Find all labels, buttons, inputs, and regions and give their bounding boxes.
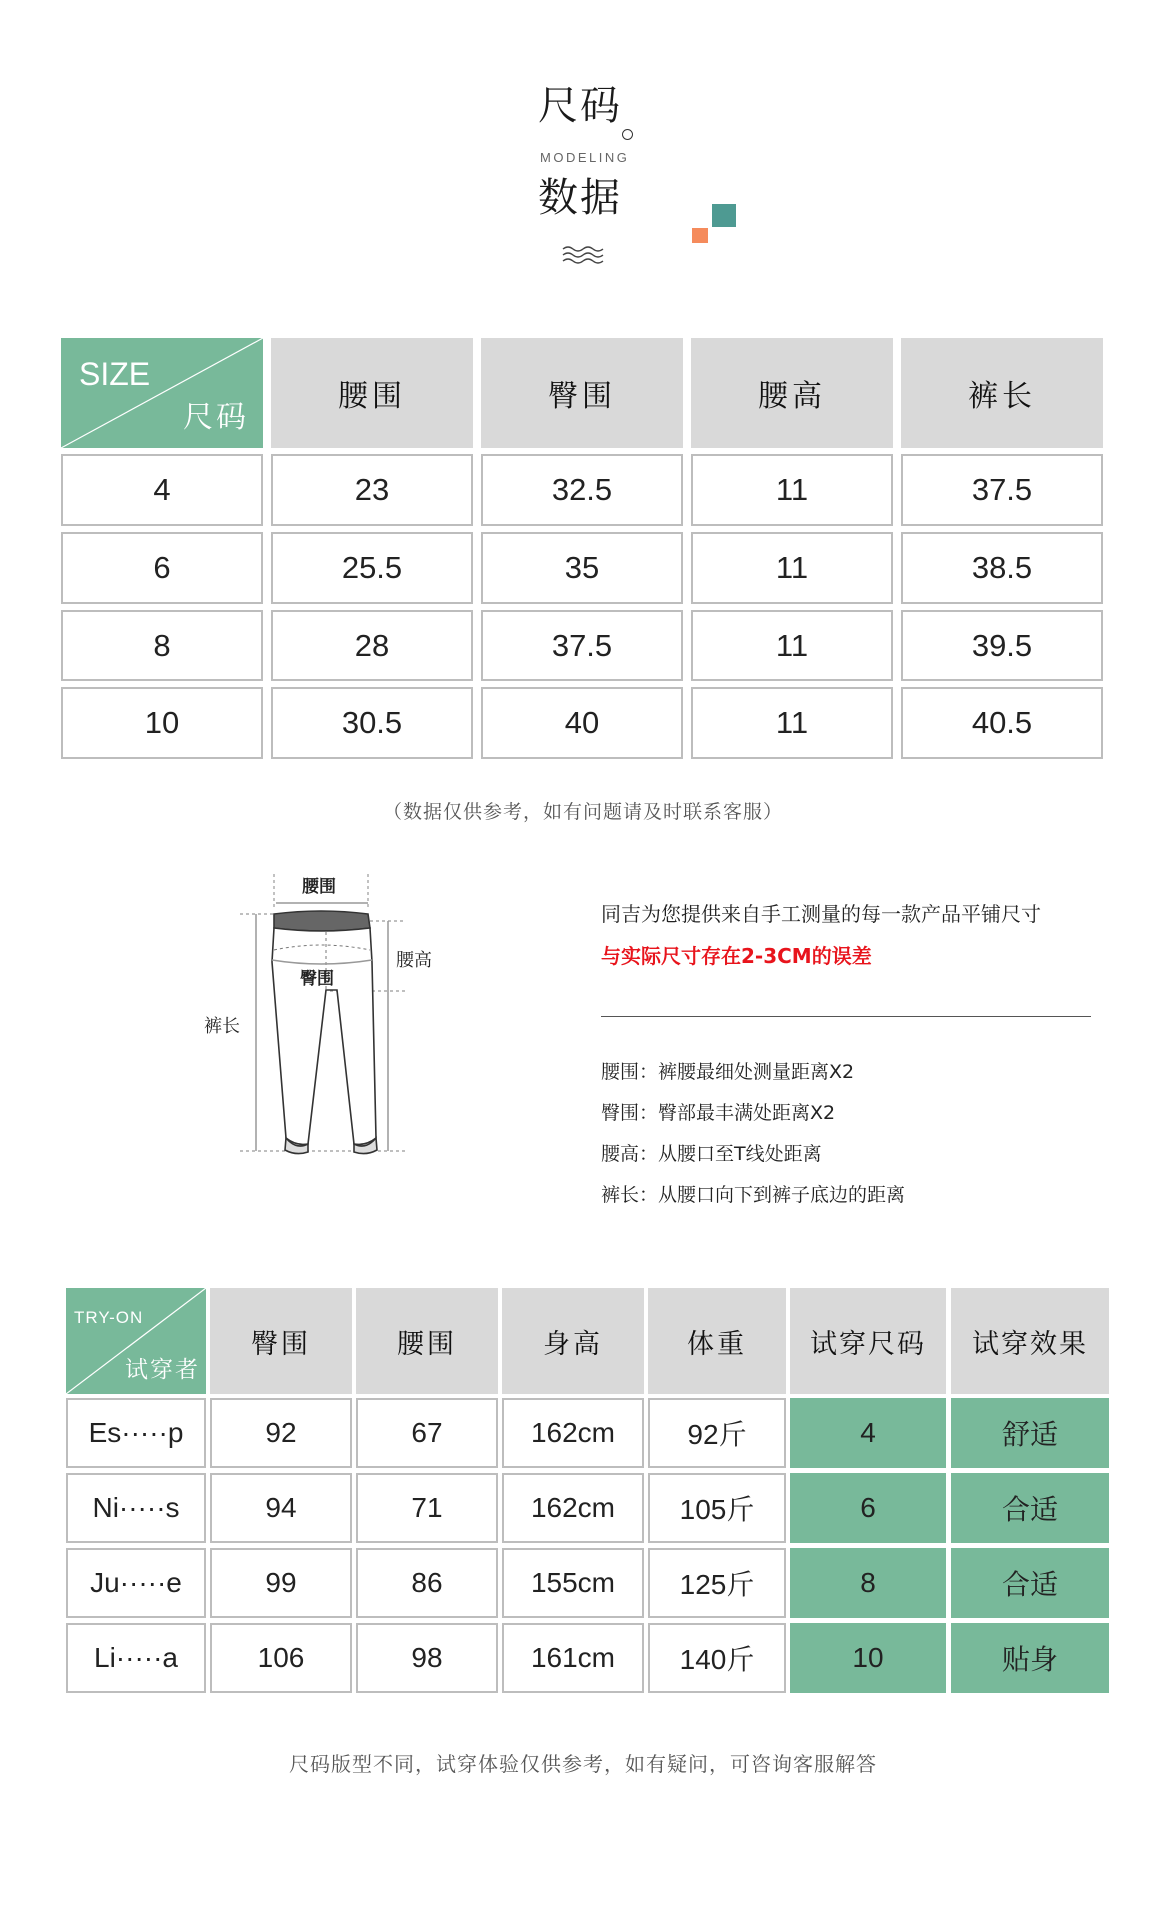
measure-item-length xyxy=(601,1180,905,1207)
table-cell: 37.5 xyxy=(481,610,683,681)
teal-square-decoration xyxy=(712,204,736,227)
measure-item-waist xyxy=(601,1057,854,1084)
measure-item-label: 裤长： xyxy=(601,1184,659,1206)
table-cell: 99 xyxy=(210,1548,352,1618)
measure-item-text: 从腰口向下到裤子底边的距离 xyxy=(658,1184,906,1206)
tester-name: Es·····p xyxy=(66,1398,206,1468)
title-top: 尺码 xyxy=(538,83,622,129)
corner-label-cn: 试穿者 xyxy=(125,1357,200,1383)
measure-item-label: 腰高： xyxy=(601,1143,659,1165)
table-cell: 11 xyxy=(691,687,893,759)
diagram-label-waist: 腰围 xyxy=(302,877,336,897)
measure-warning: 与实际尺寸存在2-3CM的误差 xyxy=(601,944,872,968)
table-cell: 40.5 xyxy=(901,687,1103,759)
table-cell: 94 xyxy=(210,1473,352,1543)
measure-item-rise xyxy=(601,1139,822,1166)
size-cell: 6 xyxy=(61,532,263,604)
tester-name: Ni·····s xyxy=(66,1473,206,1543)
column-header-waist: 腰围 xyxy=(356,1288,498,1394)
size-cell: 4 xyxy=(61,454,263,526)
tester-name: Li·····a xyxy=(66,1623,206,1693)
title-bottom: 数据 xyxy=(538,175,622,221)
tryon-fit-cell: 贴身 xyxy=(951,1623,1109,1693)
table-cell: 92斤 xyxy=(648,1398,786,1468)
corner-label-cn: 尺码 xyxy=(183,400,249,435)
tryon-size-cell: 8 xyxy=(790,1548,946,1618)
diagram-label-hip: 臀围 xyxy=(300,969,334,989)
tryon-fit-cell: 合适 xyxy=(951,1548,1109,1618)
table-cell: 23 xyxy=(271,454,473,526)
corner-label-en: TRY-ON xyxy=(74,1308,144,1327)
tester-name: Ju·····e xyxy=(66,1548,206,1618)
table-cell: 71 xyxy=(356,1473,498,1543)
column-header-hip: 臀围 xyxy=(481,338,683,448)
measure-intro: 同吉为您提供来自手工测量的每一款产品平铺尺寸 xyxy=(601,902,1041,926)
table-cell: 11 xyxy=(691,610,893,681)
table-cell: 39.5 xyxy=(901,610,1103,681)
tryon-table-corner xyxy=(66,1288,206,1394)
subtitle-modeling: MODELING xyxy=(540,150,630,165)
column-header-tryon-fit: 试穿效果 xyxy=(951,1288,1109,1394)
column-header-length: 裤长 xyxy=(901,338,1103,448)
measure-item-text: 从腰口至T线处距离 xyxy=(658,1143,822,1165)
table-cell: 40 xyxy=(481,687,683,759)
table-cell: 35 xyxy=(481,532,683,604)
table-cell: 98 xyxy=(356,1623,498,1693)
corner-label-en: SIZE xyxy=(79,356,151,392)
diagram-label-length: 裤长 xyxy=(204,1016,240,1037)
size-cell: 10 xyxy=(61,687,263,759)
size-cell: 8 xyxy=(61,610,263,681)
column-header-height: 身高 xyxy=(502,1288,644,1394)
divider xyxy=(601,1016,1091,1017)
table-cell: 86 xyxy=(356,1548,498,1618)
column-header-tryon-size: 试穿尺码 xyxy=(790,1288,946,1394)
measure-item-text: 臀部最丰满处距离X2 xyxy=(658,1102,836,1124)
size-table-note: （数据仅供参考，如有问题请及时联系客服） xyxy=(382,801,783,823)
pants-diagram xyxy=(190,860,450,1180)
measure-item-label: 腰围： xyxy=(601,1061,659,1083)
table-cell: 140斤 xyxy=(648,1623,786,1693)
table-cell: 11 xyxy=(691,532,893,604)
circle-dot-icon xyxy=(622,129,633,140)
table-cell: 11 xyxy=(691,454,893,526)
column-header-weight: 体重 xyxy=(648,1288,786,1394)
table-cell: 125斤 xyxy=(648,1548,786,1618)
tryon-table-note: 尺码版型不同，试穿体验仅供参考，如有疑问，可咨询客服解答 xyxy=(289,1752,877,1776)
table-cell: 67 xyxy=(356,1398,498,1468)
measure-item-label: 臀围： xyxy=(601,1102,659,1124)
tryon-fit-cell: 舒适 xyxy=(951,1398,1109,1468)
table-cell: 92 xyxy=(210,1398,352,1468)
table-cell: 155cm xyxy=(502,1548,644,1618)
column-header-waist: 腰围 xyxy=(271,338,473,448)
table-cell: 30.5 xyxy=(271,687,473,759)
tryon-size-cell: 10 xyxy=(790,1623,946,1693)
tryon-size-cell: 6 xyxy=(790,1473,946,1543)
tryon-fit-cell: 合适 xyxy=(951,1473,1109,1543)
table-cell: 37.5 xyxy=(901,454,1103,526)
table-cell: 28 xyxy=(271,610,473,681)
table-cell: 25.5 xyxy=(271,532,473,604)
column-header-hip: 臀围 xyxy=(210,1288,352,1394)
table-cell: 162cm xyxy=(502,1473,644,1543)
orange-square-decoration xyxy=(692,228,708,243)
table-cell: 106 xyxy=(210,1623,352,1693)
measure-item-hip xyxy=(601,1098,835,1125)
size-table-corner xyxy=(61,338,263,448)
column-header-rise: 腰高 xyxy=(691,338,893,448)
table-cell: 161cm xyxy=(502,1623,644,1693)
table-cell: 105斤 xyxy=(648,1473,786,1543)
table-cell: 32.5 xyxy=(481,454,683,526)
table-cell: 162cm xyxy=(502,1398,644,1468)
wave-icon xyxy=(562,246,604,268)
measure-item-text: 裤腰最细处测量距离X2 xyxy=(658,1061,855,1083)
table-cell: 38.5 xyxy=(901,532,1103,604)
tryon-size-cell: 4 xyxy=(790,1398,946,1468)
diagram-label-rise: 腰高 xyxy=(396,950,432,971)
